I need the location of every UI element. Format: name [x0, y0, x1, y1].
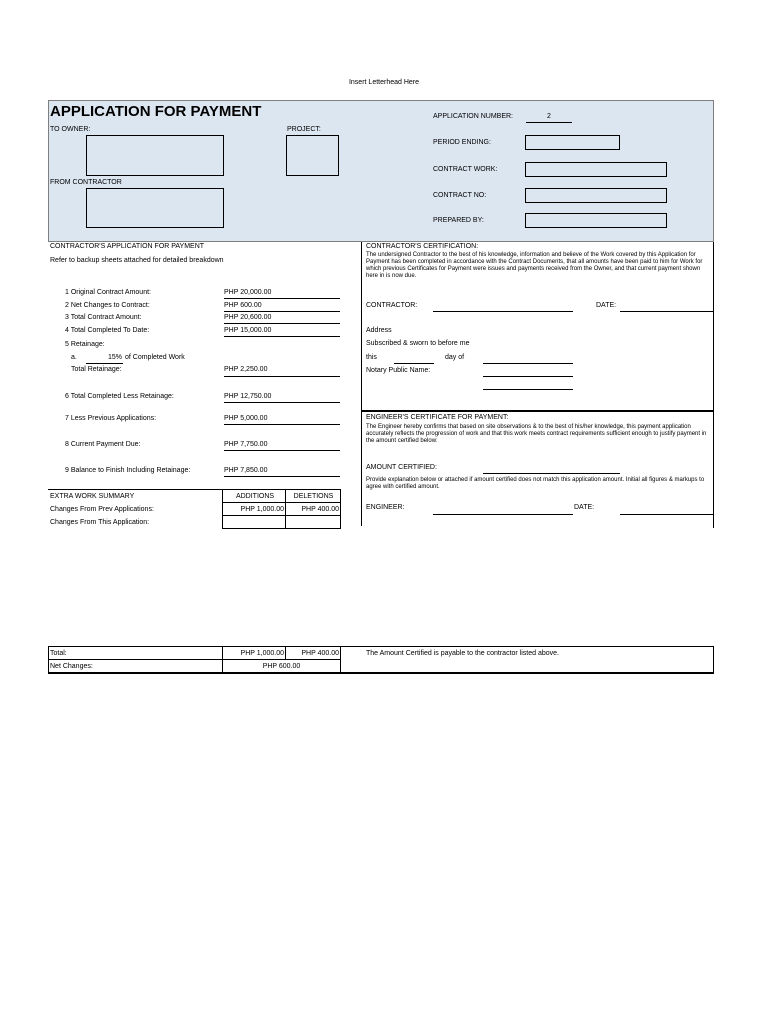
retainage-a-text: of Completed Work: [125, 354, 185, 361]
extra-work-title: EXTRA WORK SUMMARY: [50, 493, 135, 500]
section-divider: [361, 410, 714, 412]
table-line: [222, 502, 341, 503]
column-divider: [361, 242, 362, 526]
line-item-value: PHP 7,850.00: [224, 467, 268, 474]
deletions-header: DELETIONS: [293, 493, 334, 500]
value-underline: [224, 323, 340, 324]
notary-line[interactable]: [483, 376, 573, 377]
percent-underline: [86, 363, 123, 364]
contractor-signature-label: CONTRACTOR:: [366, 302, 418, 309]
sworn-label: Subscribed & sworn to before me: [366, 340, 470, 347]
right-border: [713, 242, 714, 528]
payable-note: The Amount Certified is payable to the contractor listed above.: [366, 650, 559, 657]
period-ending-label: PERIOD ENDING:: [433, 139, 491, 146]
backup-sheets-note: Refer to backup sheets attached for detailed breakdown: [50, 257, 224, 264]
total-retainage-value: PHP 2,250.00: [224, 366, 268, 373]
form-title: APPLICATION FOR PAYMENT: [50, 103, 262, 120]
to-owner-label: TO OWNER:: [50, 126, 91, 133]
notary-line[interactable]: [483, 389, 573, 390]
total-label: Total:: [50, 650, 67, 657]
engineer-date-label: DATE:: [574, 504, 595, 511]
to-owner-field[interactable]: [86, 135, 224, 176]
table-line: [48, 646, 714, 647]
contract-no-field[interactable]: [525, 188, 667, 203]
notary-label: Notary Public Name:: [366, 367, 431, 374]
line-item-label: 2 Net Changes to Contract:: [65, 302, 150, 309]
value-underline: [224, 450, 340, 451]
day-of-label: day of: [445, 354, 465, 361]
explanation-text: Provide explanation below or attached if amount certified does not match this application amount. Initial all figures & markups to agree with certified amount.: [366, 477, 705, 490]
this-label: this: [366, 354, 377, 361]
contractor-date-line[interactable]: [620, 311, 713, 312]
contract-work-field[interactable]: [525, 162, 667, 177]
table-line: [48, 672, 714, 674]
from-contractor-field[interactable]: [86, 188, 224, 228]
application-number-underline: [526, 122, 572, 123]
engineer-signature-line[interactable]: [433, 514, 573, 515]
value-underline: [224, 424, 340, 425]
line-item-label: 7 Less Previous Applications:: [65, 415, 157, 422]
table-line: [713, 646, 714, 673]
contractor-certification-title: CONTRACTOR'S CERTIFICATION:: [366, 243, 479, 250]
changes-prev-additions: PHP 1,000.00: [240, 506, 284, 513]
project-field[interactable]: [286, 135, 339, 176]
engineer-date-line[interactable]: [620, 514, 713, 515]
line-item-label: 9 Balance to Finish Including Retainage:: [65, 467, 191, 474]
line-item-value: PHP 12,750.00: [224, 393, 272, 400]
contract-no-label: CONTRACT NO:: [433, 192, 487, 199]
net-changes-label: Net Changes:: [50, 663, 93, 670]
table-line: [48, 659, 341, 660]
application-number-value[interactable]: 2: [547, 113, 551, 120]
line-item-value: PHP 20,000.00: [224, 289, 272, 296]
project-label: PROJECT:: [287, 126, 321, 133]
letterhead-placeholder: Insert Letterhead Here: [348, 79, 420, 86]
month-line[interactable]: [483, 363, 573, 364]
engineer-certificate-title: ENGINEER'S CERTIFICATE FOR PAYMENT:: [366, 414, 509, 421]
address-label: Address: [366, 327, 392, 334]
line-item-value: PHP 20,600.00: [224, 314, 272, 321]
certification-text: The undersigned Contractor to the best of his knowledge, information and believe of the Work covered by this Application for Payment has been completed in accordance with the Contract Documents, that all amounts have been paid to him for Work for which previous Certificates for Payment were issues and payments received from the Owner, and that current payment shown here in is now due.: [366, 252, 703, 279]
line-item-value: PHP 15,000.00: [224, 327, 272, 334]
total-deletions: PHP 400.00: [301, 650, 339, 657]
contractor-date-label: DATE:: [596, 302, 617, 309]
line-item-value: PHP 600.00: [224, 302, 262, 309]
day-line[interactable]: [394, 363, 434, 364]
value-underline: [224, 311, 340, 312]
period-ending-field[interactable]: [525, 135, 620, 150]
prepared-by-label: PREPARED BY:: [433, 217, 484, 224]
table-line: [340, 489, 341, 529]
application-number-label: APPLICATION NUMBER:: [433, 113, 513, 120]
prepared-by-field[interactable]: [525, 213, 667, 228]
from-contractor-label: FROM CONTRACTOR: [50, 179, 122, 186]
retainage-percent[interactable]: 15%: [107, 354, 122, 361]
additions-header: ADDITIONS: [235, 493, 275, 500]
line-item-label: 4 Total Completed To Date:: [65, 327, 150, 334]
retainage-a-prefix: a.: [71, 354, 77, 361]
value-underline: [224, 402, 340, 403]
line-item-label: 3 Total Contract Amount:: [65, 314, 142, 321]
line-item-value: PHP 5,000.00: [224, 415, 268, 422]
engineer-certificate-text: The Engineer hereby confirms that based on site observations & to the best of his/her knowledge, this payment application accurately reflects the progression of work and that this work meets contract requirements sufficient enough to justify payment in the amount certified below:: [366, 424, 707, 444]
amount-certified-line[interactable]: [483, 473, 620, 474]
total-additions: PHP 1,000.00: [240, 650, 284, 657]
engineer-signature-label: ENGINEER:: [366, 504, 405, 511]
table-line: [48, 489, 341, 490]
value-underline: [224, 476, 340, 477]
changes-prev-label: Changes From Prev Applications:: [50, 506, 154, 513]
net-changes-value: PHP 600.00: [262, 663, 301, 670]
changes-prev-deletions: PHP 400.00: [301, 506, 339, 513]
table-line: [222, 528, 341, 529]
total-retainage-label: Total Retainage:: [71, 366, 122, 373]
contractor-signature-line[interactable]: [433, 311, 573, 312]
value-underline: [224, 376, 340, 377]
changes-this-label: Changes From This Application:: [50, 519, 150, 526]
table-line: [222, 489, 223, 529]
retainage-label: 5 Retainage:: [65, 341, 105, 348]
value-underline: [224, 298, 340, 299]
line-item-label: 6 Total Completed Less Retainage:: [65, 393, 174, 400]
line-item-label: 8 Current Payment Due:: [65, 441, 141, 448]
table-line: [222, 515, 341, 516]
amount-certified-label: AMOUNT CERTIFIED:: [366, 464, 437, 471]
contractor-application-title: CONTRACTOR'S APPLICATION FOR PAYMENT: [50, 243, 205, 250]
value-underline: [224, 336, 340, 337]
line-item-value: PHP 7,750.00: [224, 441, 268, 448]
line-item-label: 1 Original Contract Amount:: [65, 289, 151, 296]
contract-work-label: CONTRACT WORK:: [433, 166, 498, 173]
